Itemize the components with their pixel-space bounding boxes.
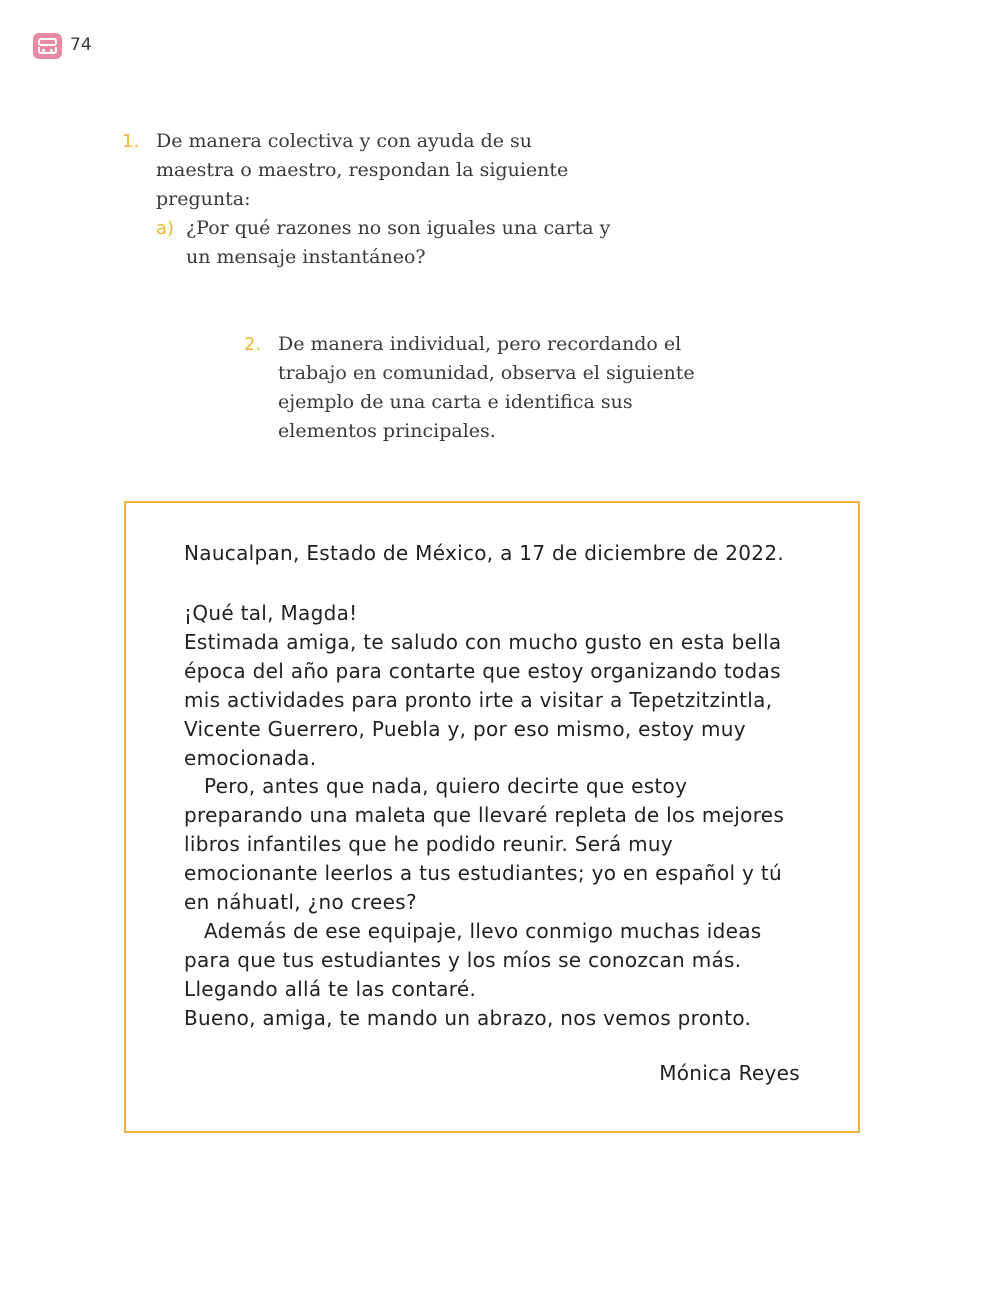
- question-2-number: 2.: [244, 334, 262, 355]
- question-1a-text: ¿Por qué razones no son iguales una carta y un mensaje instantáneo?: [186, 217, 611, 268]
- letter-paragraph-1: Estimada amiga, te saludo con mucho gusto en esta bella época del año para contarte que estoy organizando todas mis actividades para pronto irte a visitar a Tepetzitzintla, Vicente Guerrero, Puebla y, por eso mismo, estoy muy emocionada.: [184, 629, 782, 770]
- letter-body: [184, 599, 804, 1033]
- question-2-text: De manera individual, pero recordando el trabajo en comunidad, observa el siguiente ejemplo de una carta e identifica sus elementos principales.: [278, 333, 695, 442]
- letter-paragraph-2: Pero, antes que nada, quiero decirte que estoy preparando una maleta que llevaré repleta de los mejores libros infantiles que he podido reunir. Será muy emocionante leerlos a tus estudiantes; yo en español y tú en náhuatl, ¿no crees?: [184, 774, 785, 915]
- question-1-text: De manera colectiva y con ayuda de su maestra o maestro, respondan la siguiente pregunta:: [156, 130, 569, 210]
- question-1: [122, 127, 606, 214]
- question-2: [244, 330, 698, 446]
- letter-example-box: [124, 501, 860, 1133]
- letter-greeting: ¡Qué tal, Magda!: [184, 601, 358, 625]
- letter-paragraph-3: Además de ese equipaje, llevo conmigo muchas ideas para que tus estudiantes y los míos se conozcan más. Llegando allá te las contaré.: [184, 918, 762, 1001]
- question-1a: [156, 214, 616, 272]
- book-icon: [33, 33, 62, 59]
- question-1a-letter: a): [156, 218, 175, 239]
- letter-signature: Mónica Reyes: [659, 1061, 800, 1085]
- question-1-number: 1.: [122, 131, 140, 152]
- letter-date: Naucalpan, Estado de México, a 17 de diciembre de 2022.: [184, 541, 785, 565]
- page-number: 74: [70, 35, 92, 55]
- letter-closing: Bueno, amiga, te mando un abrazo, nos vemos pronto.: [184, 1005, 752, 1030]
